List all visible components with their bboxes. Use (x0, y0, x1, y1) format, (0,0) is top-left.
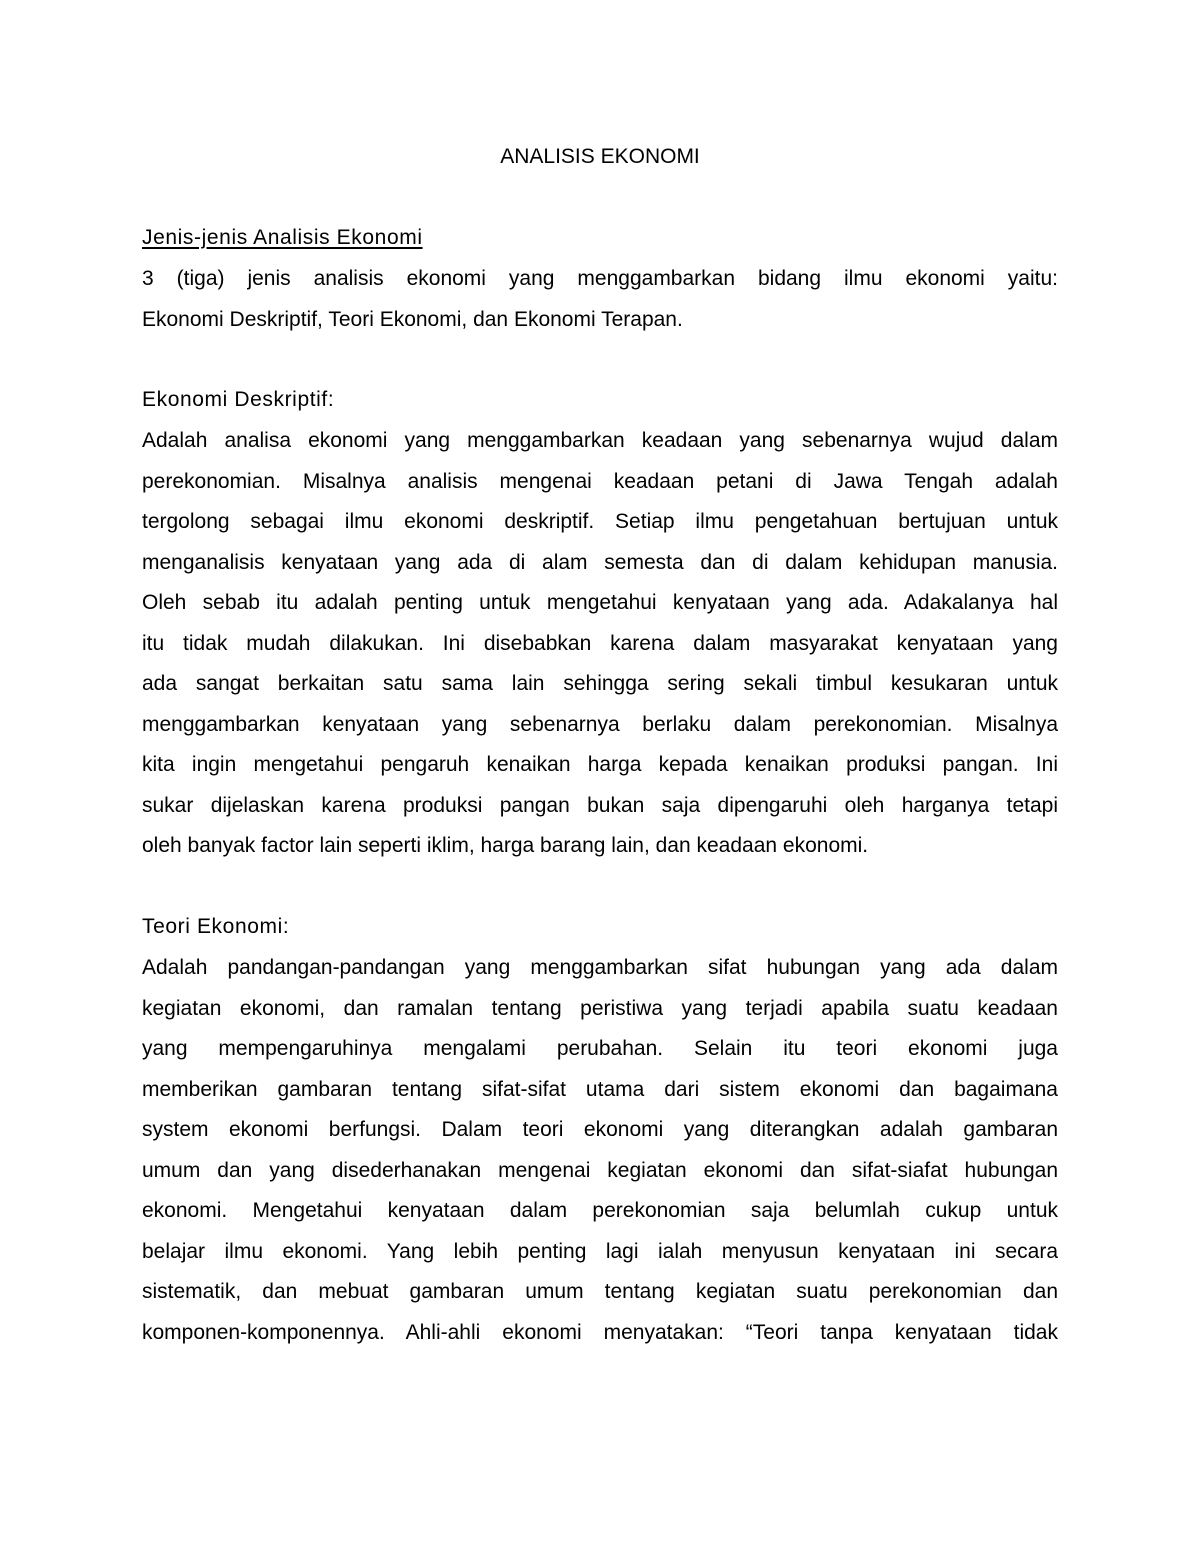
paragraph-line: Adalah analisa ekonomi yang menggambarkan keadaan yang sebenarnya wujud dalam (142, 429, 1058, 452)
paragraph-line: tergolong sebagai ilmu ekonomi deskriptif. Setiap ilmu pengetahuan bertujuan untuk (142, 510, 1058, 533)
document-title: ANALISIS EKONOMI (500, 145, 700, 168)
paragraph-line: menganalisis kenyataan yang ada di alam semesta dan di dalam kehidupan manusia. (142, 550, 1058, 574)
paragraph-line: memberikan gambaran tentang sifat-sifat utama dari sistem ekonomi dan bagaimana (142, 1077, 1058, 1101)
section-heading-ekonomi-deskriptif: Ekonomi Deskriptif: (142, 388, 335, 411)
paragraph-line: Oleh sebab itu adalah penting untuk mengetahui kenyataan yang ada. Adakalanya hal (142, 591, 1058, 614)
paragraph-line: belajar ilmu ekonomi. Yang lebih penting lagi ialah menyusun kenyataan ini secara (142, 1239, 1058, 1263)
paragraph-line: ada sangat berkaitan satu sama lain sehingga sering sekali timbul kesukaran untuk (142, 672, 1058, 695)
paragraph-line: kita ingin mengetahui pengaruh kenaikan harga kepada kenaikan produksi pangan. Ini (142, 753, 1058, 776)
paragraph-line: menggambarkan kenyataan yang sebenarnya berlaku dalam perekonomian. Misalnya (142, 712, 1058, 736)
section-heading-teori-ekonomi: Teori Ekonomi: (142, 915, 290, 938)
paragraph-line: system ekonomi berfungsi. Dalam teori ekonomi yang diterangkan adalah gambaran (142, 1118, 1058, 1141)
paragraph-line: yang mempengaruhinya mengalami perubahan. Selain itu teori ekonomi juga (142, 1037, 1058, 1060)
paragraph-line: 3 (tiga) jenis analisis ekonomi yang menggambarkan bidang ilmu ekonomi yaitu: (142, 267, 1058, 290)
paragraph-line: ekonomi. Mengetahui kenyataan dalam perekonomian saja belumlah cukup untuk (142, 1199, 1058, 1222)
section-paragraph-jenis-analisis (142, 259, 1058, 340)
paragraph-line: Ekonomi Deskriptif, Teori Ekonomi, dan Ekonomi Terapan. (142, 307, 683, 331)
paragraph-line: oleh banyak factor lain seperti iklim, harga barang lain, dan keadaan ekonomi. (142, 834, 869, 857)
paragraph-line: Adalah pandangan-pandangan yang menggambarkan sifat hubungan yang ada dalam (142, 956, 1058, 979)
paragraph-line: sukar dijelaskan karena produksi pangan bukan saja dipengaruhi oleh harganya tetapi (142, 793, 1058, 817)
paragraph-line: kegiatan ekonomi, dan ramalan tentang peristiwa yang terjadi apabila suatu keadaan (142, 996, 1058, 1020)
paragraph-line: itu tidak mudah dilakukan. Ini disebabkan karena dalam masyarakat kenyataan yang (142, 631, 1058, 655)
paragraph-line: sistematik, dan mebuat gambaran umum tentang kegiatan suatu perekonomian dan (142, 1280, 1058, 1303)
section-heading-jenis-analisis: Jenis-jenis Analisis Ekonomi (142, 226, 423, 249)
paragraph-line: umum dan yang disederhanakan mengenai kegiatan ekonomi dan sifat-siafat hubungan (142, 1158, 1058, 1182)
paragraph-line: komponen-komponennya. Ahli-ahli ekonomi menyatakan: “Teori tanpa kenyataan tidak (142, 1320, 1058, 1344)
paragraph-line: perekonomian. Misalnya analisis mengenai keadaan petani di Jawa Tengah adalah (142, 469, 1058, 493)
section-paragraph-teori-ekonomi (142, 948, 1058, 1353)
section-paragraph-ekonomi-deskriptif (142, 421, 1058, 867)
